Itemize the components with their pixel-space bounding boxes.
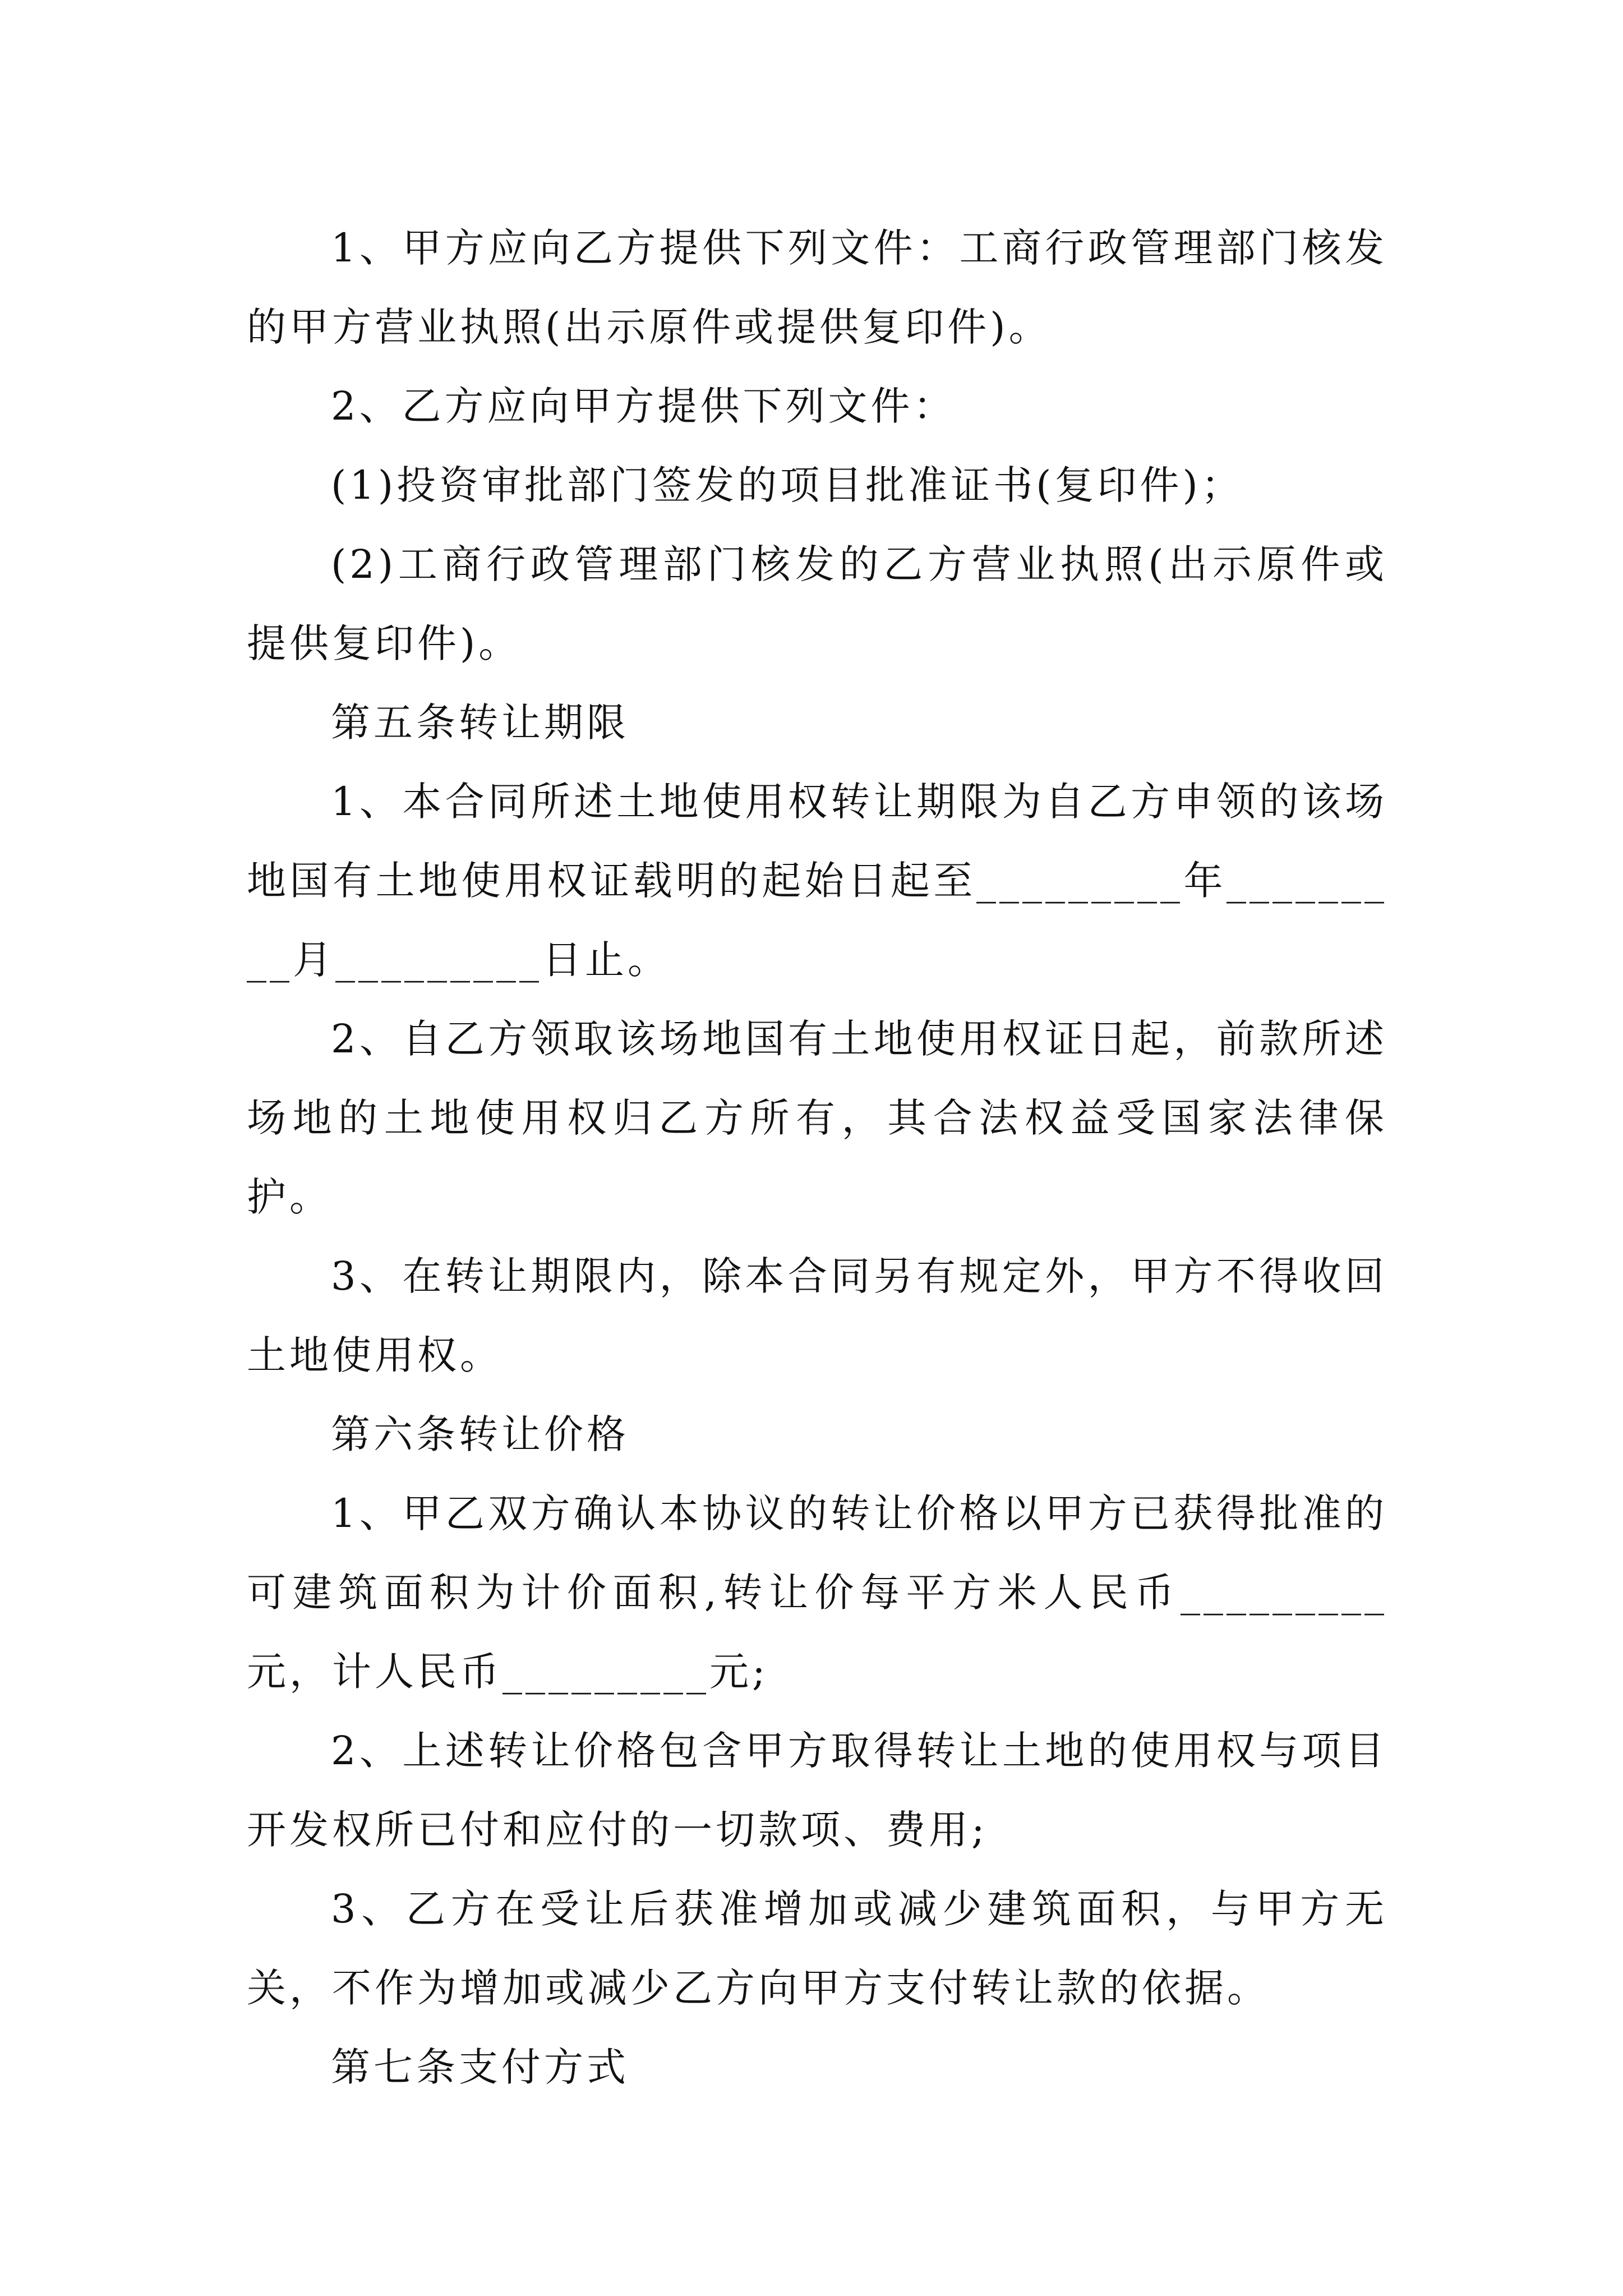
paragraph-clause-4-2-1: (1)投资审批部门签发的项目批准证书(复印件)； — [331, 462, 1244, 508]
paragraph-clause-4-2-2: (2)工商行政管理部门核发的乙方营业执照(出示原件或提供复印件)。 — [247, 541, 1387, 666]
paragraph-clause-5-3: 3、在转让期限内，除本合同另有规定外，甲方不得收回土地使用权。 — [247, 1253, 1387, 1378]
paragraph-clause-6-2: 2、上述转让价格包含甲方取得转让土地的使用权与项目开发权所已付和应付的一切款项、费用; — [247, 1728, 1387, 1853]
paragraph-clause-4-1: 1、甲方应向乙方提供下列文件：工商行政管理部门核发的甲方营业执照(出示原件或提供复印件)。 — [247, 225, 1387, 350]
paragraph-clause-5-2: 2、自乙方领取该场地国有土地使用权证日起，前款所述场地的土地使用权归乙方所有，其合法权益受国家法律保护。 — [247, 1016, 1387, 1220]
paragraph-clause-6-3: 3、乙方在受让后获准增加或减少建筑面积，与甲方无关，不作为增加或减少乙方向甲方支付转让款的依据。 — [247, 1886, 1387, 2011]
paragraph-clause-5-1: 1、本合同所述土地使用权转让期限为自乙方申领的该场地国有土地使用权证载明的起始日起至_________年_________月_________日止。 — [247, 779, 1387, 983]
heading-article-6: 第六条转让价格 — [331, 1411, 629, 1457]
paragraph-clause-6-1: 1、甲乙双方确认本协议的转让价格以甲方已获得批准的可建筑面积为计价面积,转让价每平方米人民币_________元，计人民币_________元; — [247, 1490, 1387, 1695]
heading-article-7: 第七条支付方式 — [331, 2044, 629, 2090]
heading-article-5: 第五条转让期限 — [331, 700, 629, 746]
paragraph-clause-4-2: 2、乙方应向甲方提供下列文件： — [331, 383, 956, 429]
document-body — [247, 209, 1387, 2107]
